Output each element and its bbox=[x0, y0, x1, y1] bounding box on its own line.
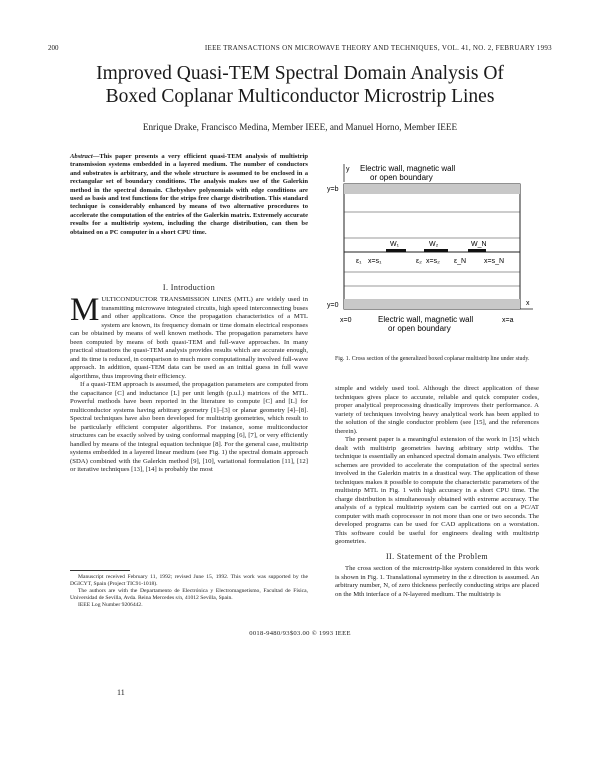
strip-width-label: W_N bbox=[471, 241, 487, 248]
footnote-rule bbox=[70, 570, 130, 571]
strip-position-label: x=s_N bbox=[484, 258, 505, 265]
strip-width-label: W₁ bbox=[390, 241, 399, 248]
footnote-line: IEEE Log Number 9206442. bbox=[78, 602, 143, 609]
strip-position-label: x=s₁ bbox=[368, 258, 382, 265]
page-number: 200 bbox=[48, 44, 59, 52]
x-right-label: x=a bbox=[502, 317, 514, 324]
issn-line: 0018-9480/93$03.00 © 1993 IEEE bbox=[249, 630, 351, 637]
abstract-text: This paper presents a very efficient quasi-TEM analysis of multistrip transmission systems embedded in a layered medium. The number of conductors and substrates is arbitrary, and the whole structure is assumed to be enclosed in a rectangular set of boundary conditions. The analysis makes use of the Galerkin method in the spectral domain. Chebyshev polynomials with edge conditions are used as basis and test functions for the strips free charge distribution. This standard technique is considerably enhanced by means of two alternative procedures to accelerate the computation of the entries of the Galerkin matrix. Extremely accurate results for a multistrip system, including the charge distribution, can then be obtained on a PC computer in a short CPU time. bbox=[70, 153, 308, 236]
y-top-label: y=b bbox=[327, 186, 339, 193]
intro-paragraph-1: ULTICONDUCTOR TRANSMISSION LINES (MTL) are widely used in transmitting microwave integrated circuits, high speed interconnecting buses and other applications. Once the propagation characteristics of a MTL system are known, its frequency domain or time domain electrical responses can be obtained by means of well known methods. The propagation parameters have been computed by means of both quasi-TEM and full-wave approaches. In many practical situations the quasi-TEM analysis provides results which are accurate enough, and its time is reduced, in comparison to much more computationally involved full-wave approach. In addition, quasi-TEM data can be used as an initial guess in full wave algorithms, thus improving their efficiency. bbox=[70, 296, 308, 380]
introduction-body bbox=[70, 292, 308, 475]
y-bottom-label: y=0 bbox=[327, 302, 339, 309]
top-boundary-label: Electric wall, magnetic wall bbox=[360, 164, 456, 173]
axis-y-label: y bbox=[346, 166, 350, 173]
footnote-line: Manuscript received February 11, 1992; revised June 15, 1992. This work was supported by the DGICYT, Spain (Project TIC91-1018). bbox=[70, 574, 308, 588]
x-left-label: x=0 bbox=[340, 317, 352, 324]
authors: Enrique Drake, Francisco Medina, Member IEEE, and Manuel Horno, Member IEEE bbox=[142, 122, 458, 132]
page-mark: 11 bbox=[117, 688, 125, 697]
strip-1 bbox=[386, 249, 406, 252]
footnote bbox=[70, 574, 308, 609]
title-line-2: Boxed Coplanar Multiconductor Microstrip Lines bbox=[105, 86, 495, 107]
section-heading-introduction: I. Introduction bbox=[162, 283, 216, 292]
right-paragraph-1: simple and widely used tool. Although the direct application of these techniques gives place to accurate, reliable and quick computer codes, proper analytical preprocessing drastically improves their performance. A variety of techniques involving heavy analytical work has been applied to the solution of the single conductor problem (see [15], and the references therein). bbox=[335, 385, 539, 435]
intro-paragraph-2: If a quasi-TEM approach is assumed, the propagation parameters are computed from the capacitance [C] and inductance [L] per unit length (p.u.l.) matrices of the MTL. Powerful methods have been reported in the literature to compute [C] and [L] for multiconductor systems having arbitrary geometry [1]–[3] or planar geometry [4]–[8]. Spectral techniques have also been developed for multistrip geometries, which result to be particularly efficient computer algorithms. For instance, some multiconductor structures can be exactly solved by using conformal mapping [6], [7], or very efficiently handled by means of the integral equation technique [8]. For the general case, multistrip systems embedded in a layered linear medium (see Fig. 1) the spectral domain approach (SDA) combined with the Galerkin method [9], [10], variational formulation [11], [12] or iterative techniques [13], [14] is probably the most bbox=[70, 381, 308, 474]
figure-1 bbox=[326, 160, 538, 360]
right-paragraph-2: The present paper is a meaningful extension of the work in [15] which dealt with multistrip geometries having arbitrary strip widths. The technique is essentially an enhanced spectral domain analysis. Two efficient schemes are provided to accelerate the computation of the spectral series involved in the Galerkin matrix in a drastical way. The application of these techniques makes it possible to compute the characteristic parameters of the multistrip MTL in Fig. 1 with high accuracy in a short CPU time. The charge distribution is simultaneously obtained with extreme accuracy. The analysis of a typical multistrip system can be carried out on a PC/AT computer with math coprocessor in not more than one or two seconds. The developed programs can be used for CAD applications on a worstation. This software could be useful for engineers dealing with multistrip geometries. bbox=[335, 436, 539, 546]
bottom-boundary-label: Electric wall, magnetic wall bbox=[378, 315, 474, 324]
figure-caption: Fig. 1. Cross section of the generalized boxed coplanar multistrip line under study. bbox=[335, 356, 530, 362]
axis-x-label: x bbox=[526, 300, 530, 307]
strip-n bbox=[468, 249, 486, 252]
top-boundary-label-2: or open boundary bbox=[370, 173, 433, 182]
abstract: Abstract—This paper presents a very efficient quasi-TEM analysis of multistrip transmission systems embedded in a layered medium. The number of conductors and substrates is arbitrary, and the whole structure is assumed to be enclosed in a rectangular set of boundary conditions. The analysis makes use of the Galerkin method in the spectral domain. Chebyshev polynomials with edge conditions are used as basis and test functions for the strips free charge distribution. This standard technique is considerably enhanced by means of two alternative procedures to accelerate the computation of the entries of the Galerkin matrix. Extremely accurate results for a multistrip system, including the charge distribution, can then be obtained on a PC computer in a short CPU time. bbox=[70, 153, 308, 236]
abstract-label: Abstract bbox=[70, 153, 93, 160]
right-paragraph-3: The cross section of the microstrip-like system considered in this work is shown in Fig. 1. Translational symmetry in the z direction is assumed. An arbitrary number, N, of zero thickness perfectly conducting strips are placed on the Mth interface of a N-layered medium. The multistrip is bbox=[335, 565, 539, 598]
permittivity-label: ε_N bbox=[454, 258, 467, 265]
bottom-boundary-label-2: or open boundary bbox=[388, 324, 451, 333]
title-line-1: Improved Quasi-TEM Spectral Domain Analysis Of bbox=[96, 63, 504, 84]
strip-position-label: x=s₂ bbox=[426, 258, 440, 265]
dropcap: M bbox=[70, 292, 100, 328]
section-heading-problem: II. Statement of the Problem bbox=[385, 551, 489, 561]
running-header bbox=[48, 44, 552, 56]
footnote-line: The authors are with the Departamento de Electrónica y Electromagnetismo, Facultad de Física, Universidad de Sevilla, Avda. Reina Mercedes s/n, 41012 Sevilla, Spain. bbox=[70, 588, 308, 602]
permittivity-label: ε₂ bbox=[416, 258, 422, 265]
bottom-wall-hatch bbox=[344, 299, 520, 309]
right-column-body bbox=[335, 385, 539, 599]
strip-width-label: W₂ bbox=[429, 241, 439, 248]
journal-name: IEEE TRANSACTIONS ON MICROWAVE THEORY AND TECHNIQUES, VOL. 41, NO. 2, FEBRUARY 1993 bbox=[204, 44, 552, 52]
permittivity-label: ε₁ bbox=[356, 258, 362, 265]
figure-1-diagram bbox=[326, 160, 538, 360]
top-wall-hatch bbox=[344, 184, 520, 194]
strip-2 bbox=[424, 249, 448, 252]
paper-title bbox=[40, 62, 560, 108]
